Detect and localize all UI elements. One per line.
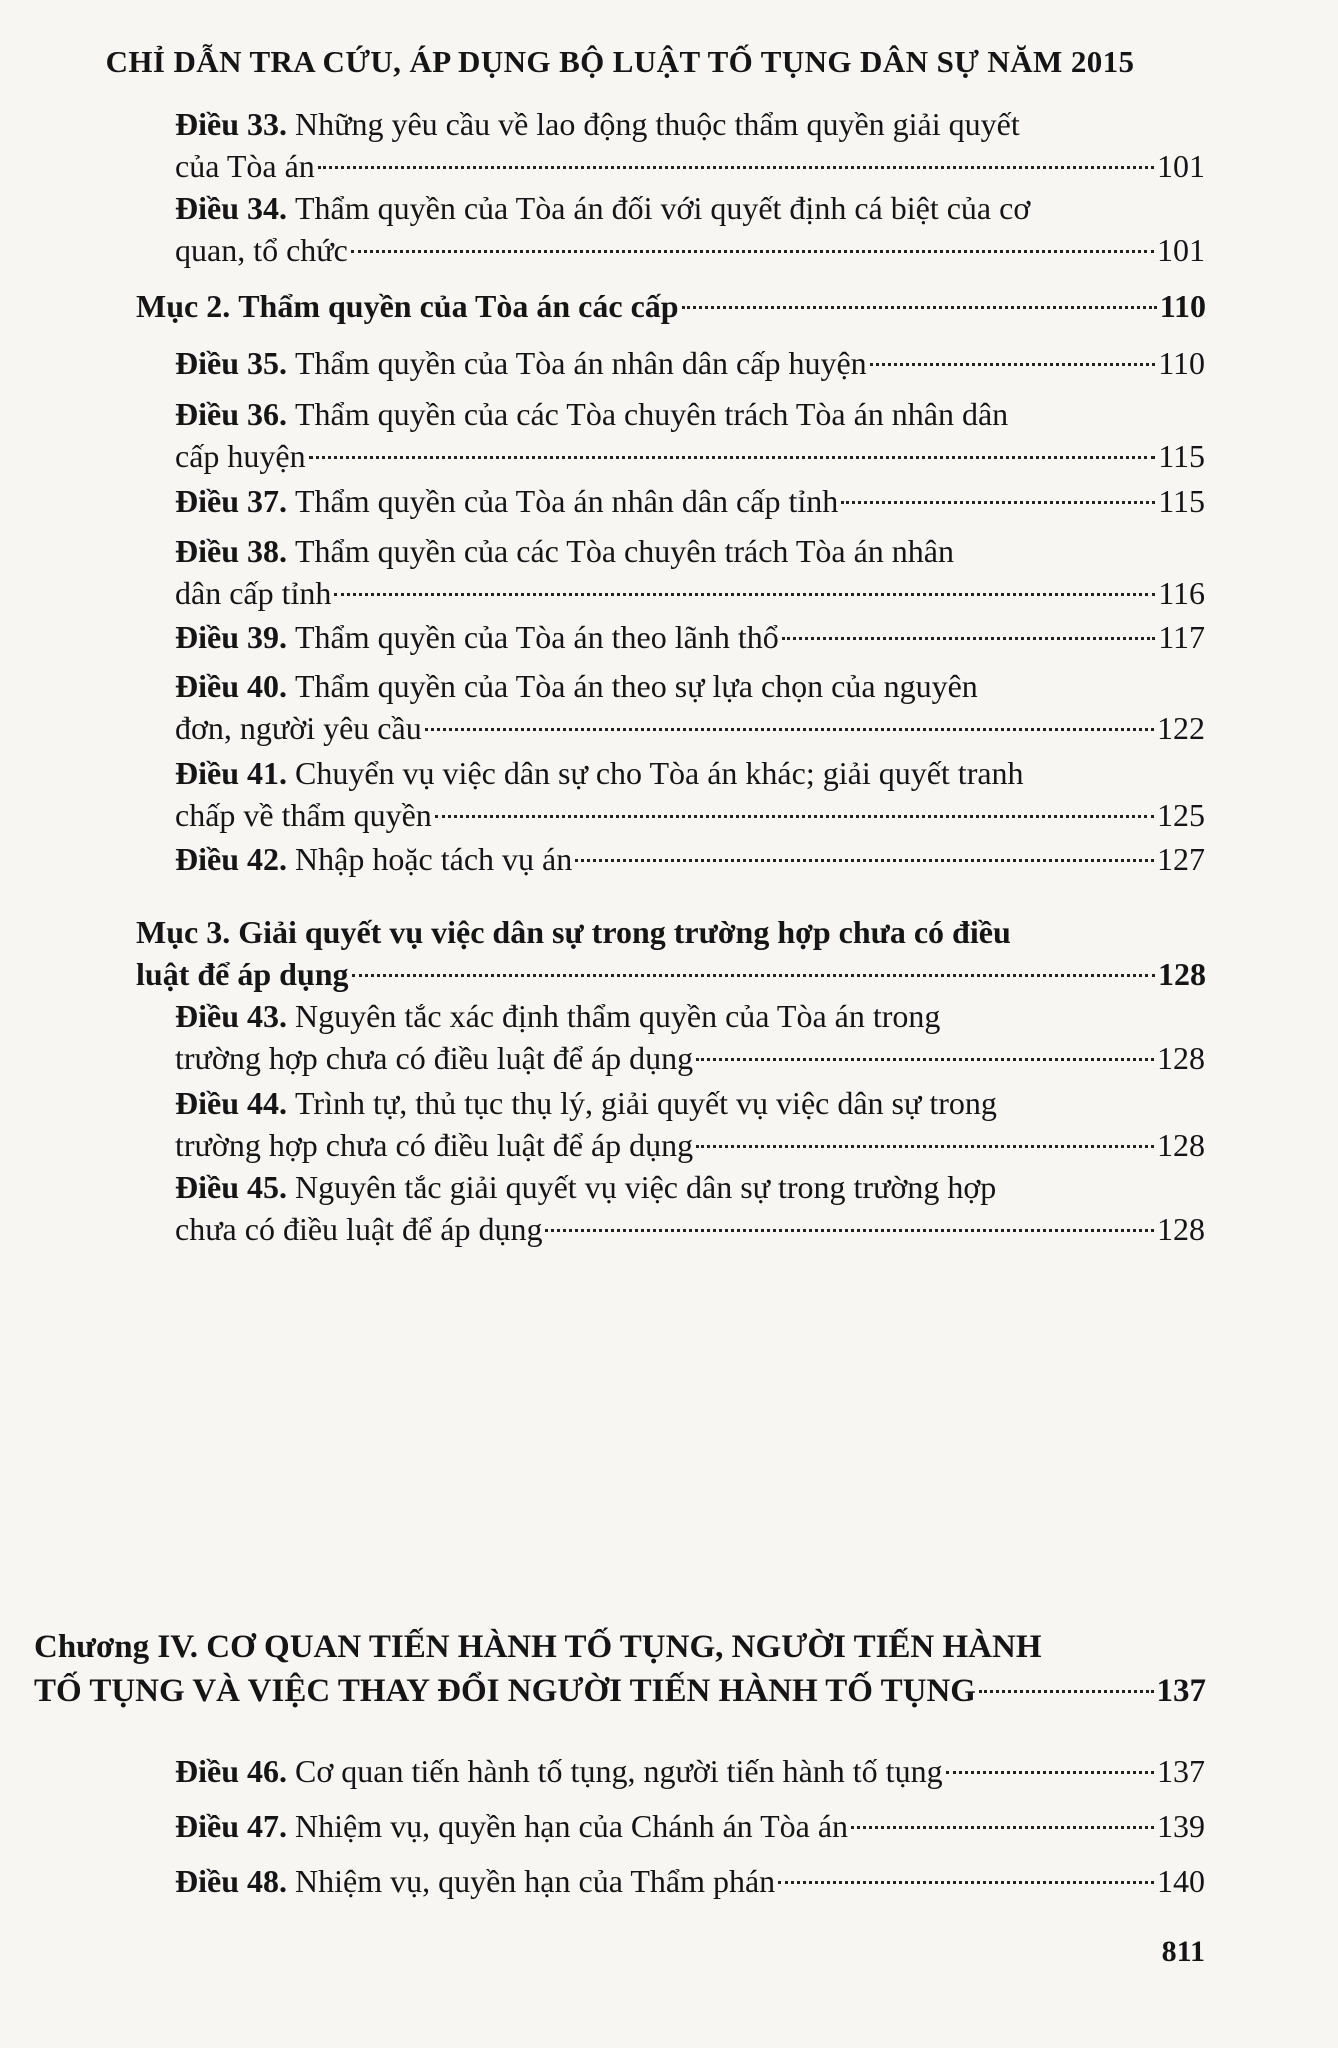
entry-line [175, 1860, 1205, 1902]
entry-title-cont: đơn, người yêu cầu [175, 710, 422, 746]
toc-entry-dieu-38 [175, 530, 1205, 614]
entry-label: Điều 33. [175, 106, 287, 142]
entry-title: Thẩm quyền của các Tòa chuyên trách Tòa án nhân [295, 533, 954, 569]
page-number: 139 [1157, 1808, 1205, 1844]
entry-label: Điều 43. [175, 998, 287, 1034]
page-number: 137 [1157, 1753, 1205, 1789]
page-number: 137 [1156, 1673, 1206, 1709]
entry-line [175, 145, 1205, 187]
entry-label: Điều 47. [175, 1808, 287, 1844]
toc-entry-dieu-45 [175, 1166, 1205, 1250]
entry-label: Điều 42. [175, 841, 287, 877]
entry-title: Thẩm quyền của Tòa án các cấp [238, 288, 679, 324]
entry-title: Thẩm quyền của Tòa án nhân dân cấp tỉnh [295, 483, 839, 519]
leader-dots [334, 593, 1155, 596]
page-number: 128 [1158, 956, 1206, 992]
entry-line [175, 229, 1205, 271]
entry-line [175, 572, 1205, 614]
page-number: 128 [1157, 1040, 1205, 1076]
leader-dots [435, 815, 1154, 818]
leader-dots [696, 1145, 1154, 1148]
page-number: 127 [1157, 841, 1205, 877]
entry-label: Điều 38. [175, 533, 287, 569]
entry-line [175, 838, 1205, 880]
toc-entry-dieu-34 [175, 187, 1205, 271]
entry-label: Điều 36. [175, 396, 287, 432]
entry-title: Nhiệm vụ, quyền hạn của Chánh án Tòa án [295, 1808, 849, 1844]
entry-title-cont: chấp về thẩm quyền [175, 797, 432, 833]
entry-line [175, 530, 1205, 572]
entry-title-cont: dân cấp tỉnh [175, 575, 332, 611]
leader-dots [309, 456, 1156, 459]
leader-dots [545, 1229, 1154, 1232]
entry-label: Chương IV. [34, 1629, 199, 1665]
toc-entry-dieu-41 [175, 752, 1205, 836]
page-number: 101 [1157, 148, 1205, 184]
leader-dots [682, 306, 1157, 309]
leader-dots [851, 1826, 1154, 1829]
leader-dots [979, 1690, 1154, 1693]
page-number: 115 [1158, 483, 1205, 519]
page-folio: 811 [1161, 1935, 1205, 1968]
entry-title-cont: trường hợp chưa có điều luật để áp dụng [175, 1040, 694, 1076]
entry-line [136, 285, 1206, 327]
toc-entry-dieu-40 [175, 665, 1205, 749]
entry-title-cont: trường hợp chưa có điều luật để áp dụng [175, 1127, 694, 1163]
entry-title-cont: cấp huyện [175, 438, 306, 474]
leader-dots [318, 166, 1154, 169]
toc-entry-dieu-35 [175, 342, 1205, 384]
entry-line [175, 480, 1205, 522]
toc-entry-dieu-36 [175, 393, 1205, 477]
page-number: 117 [1158, 619, 1205, 655]
entry-line [175, 435, 1205, 477]
entry-line [175, 1166, 1205, 1208]
page-number: 116 [1158, 575, 1205, 611]
entry-title-cont: quan, tổ chức [175, 232, 348, 268]
toc-entry-dieu-46 [175, 1750, 1205, 1792]
entry-line [175, 1805, 1205, 1847]
entry-title: Trình tự, thủ tục thụ lý, giải quyết vụ việc dân sự trong [295, 1085, 997, 1121]
entry-line [175, 1750, 1205, 1792]
page-number: 140 [1157, 1863, 1205, 1899]
toc-entry-chuong-iv [34, 1625, 1206, 1713]
entry-title: Thẩm quyền của các Tòa chuyên trách Tòa án nhân dân [295, 396, 1009, 432]
page-number: 110 [1158, 345, 1205, 381]
toc-entry-muc-2 [136, 285, 1206, 327]
toc-entry-dieu-47 [175, 1805, 1205, 1847]
entry-title: Những yêu cầu về lao động thuộc thẩm quyền giải quyết [295, 106, 1020, 142]
leader-dots [425, 728, 1154, 731]
toc-entry-dieu-44 [175, 1082, 1205, 1166]
entry-line [34, 1625, 1206, 1669]
entry-line [136, 911, 1206, 953]
entry-title: Thẩm quyền của Tòa án theo lãnh thổ [295, 619, 779, 655]
entry-line [175, 1124, 1205, 1166]
entry-label: Điều 37. [175, 483, 287, 519]
entry-label: Điều 48. [175, 1863, 287, 1899]
toc-entry-dieu-39 [175, 616, 1205, 658]
leader-dots [841, 501, 1155, 504]
leader-dots [782, 637, 1155, 640]
toc-entry-muc-3 [136, 911, 1206, 995]
entry-line [175, 794, 1205, 836]
page-number: 122 [1157, 710, 1205, 746]
entry-title-cont: TỐ TỤNG VÀ VIỆC THAY ĐỔI NGƯỜI TIẾN HÀNH TỐ TỤNG [34, 1673, 976, 1709]
entry-title: Nhiệm vụ, quyền hạn của Thẩm phán [295, 1863, 776, 1899]
entry-line [175, 103, 1205, 145]
entry-title: Nhập hoặc tách vụ án [295, 841, 573, 877]
leader-dots [696, 1058, 1154, 1061]
entry-title-cont: của Tòa án [175, 148, 315, 184]
leader-dots [575, 859, 1154, 862]
entry-title: Nguyên tắc xác định thẩm quyền của Tòa án trong [295, 998, 941, 1034]
leader-dots [352, 974, 1155, 977]
entry-title: CƠ QUAN TIẾN HÀNH TỐ TỤNG, NGƯỜI TIẾN HÀNH [206, 1629, 1042, 1665]
leader-dots [778, 1881, 1154, 1884]
entry-line [175, 1208, 1205, 1250]
toc-entry-dieu-48 [175, 1860, 1205, 1902]
entry-label: Mục 2. [136, 288, 231, 324]
entry-line [175, 665, 1205, 707]
entry-title: Thẩm quyền của Tòa án đối với quyết định cá biệt của cơ [295, 190, 1031, 226]
page-number: 110 [1159, 288, 1206, 324]
entry-line [175, 1082, 1205, 1124]
entry-title-cont: chưa có điều luật để áp dụng [175, 1211, 543, 1247]
entry-label: Điều 39. [175, 619, 287, 655]
entry-label: Điều 46. [175, 1753, 287, 1789]
toc-entry-dieu-33 [175, 103, 1205, 187]
entry-label: Mục 3. [136, 914, 231, 950]
toc-entry-dieu-37 [175, 480, 1205, 522]
entry-line [136, 953, 1206, 995]
entry-title: Giải quyết vụ việc dân sự trong trường hợp chưa có điều [238, 914, 1011, 950]
page-number: 101 [1157, 232, 1205, 268]
toc-entry-dieu-43 [175, 995, 1205, 1079]
entry-line [34, 1669, 1206, 1713]
leader-dots [946, 1771, 1154, 1774]
entry-label: Điều 34. [175, 190, 287, 226]
entry-label: Điều 40. [175, 668, 287, 704]
entry-line [175, 187, 1205, 229]
running-header: CHỈ DẪN TRA CỨU, ÁP DỤNG BỘ LUẬT TỐ TỤNG DÂN SỰ NĂM 2015 [105, 44, 1135, 79]
leader-dots [351, 250, 1154, 253]
page-number: 125 [1157, 797, 1205, 833]
entry-title: Thẩm quyền của Tòa án nhân dân cấp huyện [295, 345, 867, 381]
leader-dots [870, 363, 1156, 366]
entry-line [175, 752, 1205, 794]
entry-line [175, 707, 1205, 749]
entry-title-cont: luật để áp dụng [136, 956, 349, 992]
entry-label: Điều 45. [175, 1169, 287, 1205]
entry-label: Điều 44. [175, 1085, 287, 1121]
entry-line [175, 342, 1205, 384]
entry-line [175, 393, 1205, 435]
entry-line [175, 995, 1205, 1037]
entry-label: Điều 35. [175, 345, 287, 381]
page-number: 128 [1157, 1211, 1205, 1247]
entry-line [175, 616, 1205, 658]
page-number: 128 [1157, 1127, 1205, 1163]
entry-label: Điều 41. [175, 755, 287, 791]
toc-entry-dieu-42 [175, 838, 1205, 880]
entry-title: Nguyên tắc giải quyết vụ việc dân sự trong trường hợp [295, 1169, 997, 1205]
entry-title: Chuyển vụ việc dân sự cho Tòa án khác; giải quyết tranh [295, 755, 1024, 791]
page-number: 115 [1158, 438, 1205, 474]
entry-title: Cơ quan tiến hành tố tụng, người tiến hành tố tụng [295, 1753, 943, 1789]
entry-line [175, 1037, 1205, 1079]
entry-title: Thẩm quyền của Tòa án theo sự lựa chọn của nguyên [295, 668, 978, 704]
